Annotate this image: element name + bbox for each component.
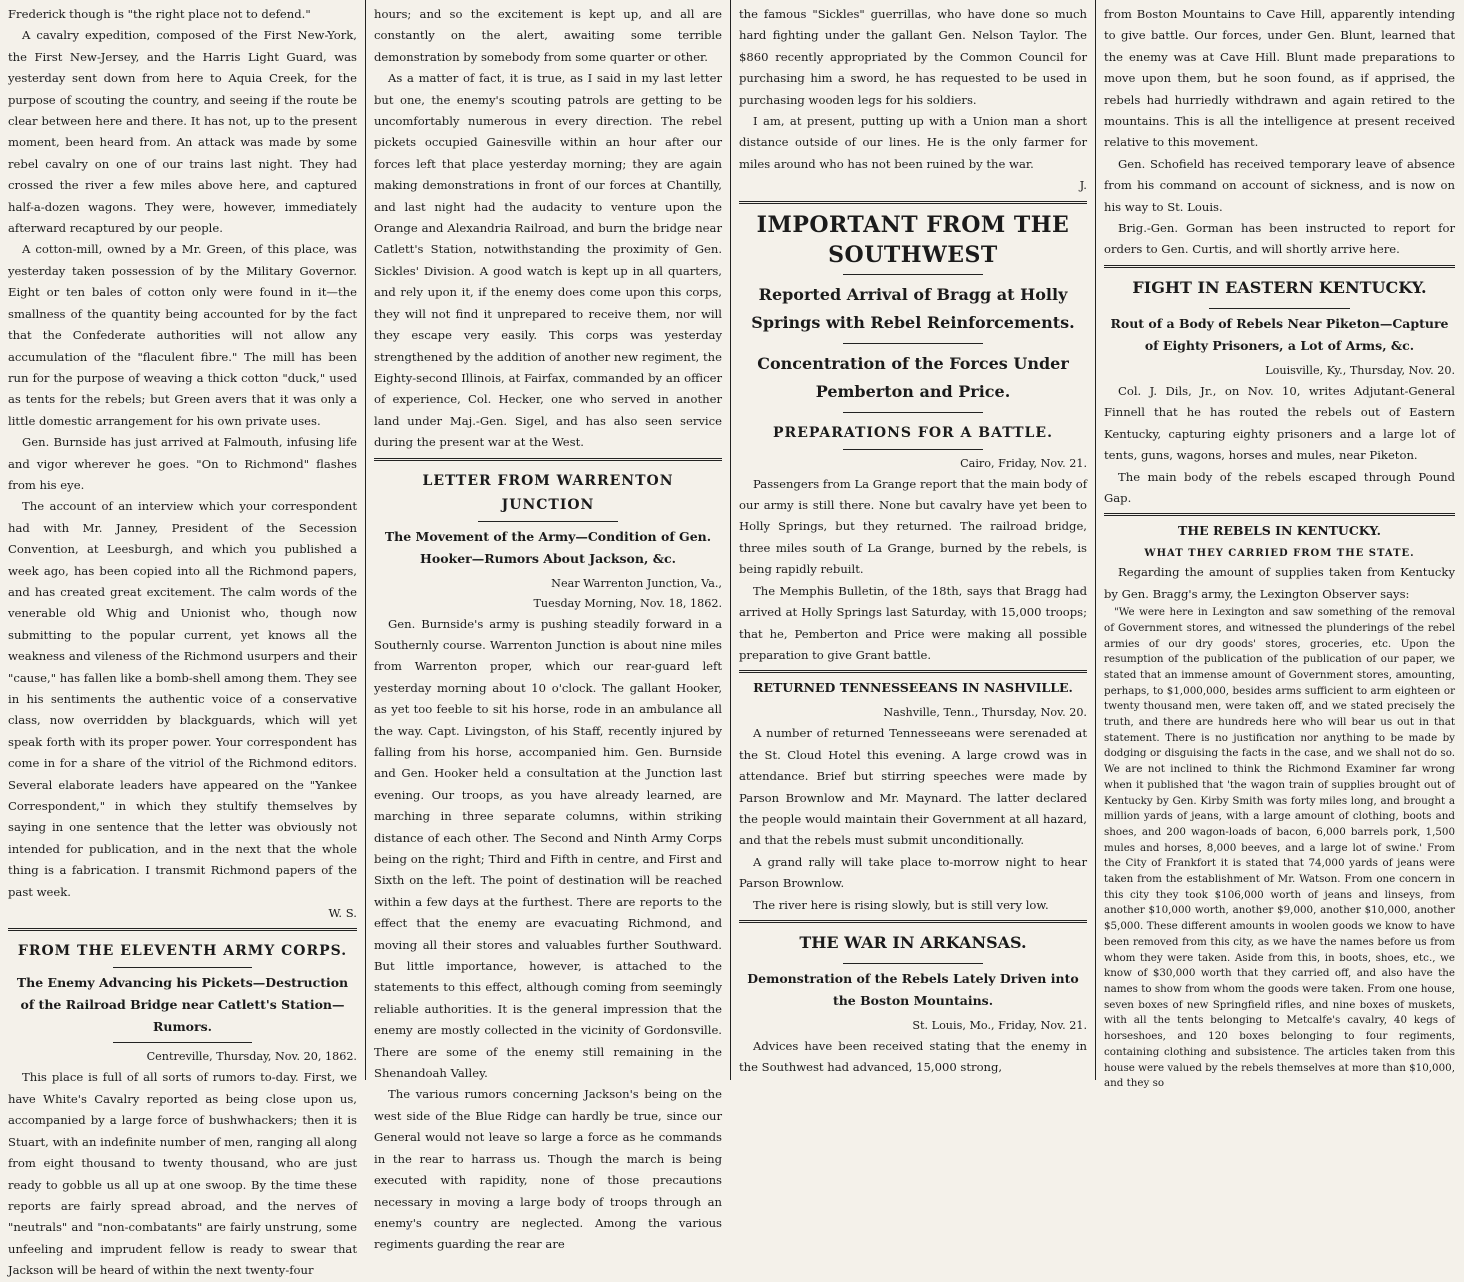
dateline: Nashville, Tenn., Thursday, Nov. 20. <box>883 706 1087 720</box>
signature: W. S. <box>328 906 357 921</box>
paragraph: the famous "Sickles" guerrillas, who have done so much hard fighting under the gallant Gen. Nelson Taylor. The $860 recently appropriated by the Common Council for purchasing him a sword, he has requested to be used in purchasing wooden legs for his soldiers. <box>739 7 1087 107</box>
divider <box>739 201 1087 204</box>
divider <box>374 458 722 461</box>
section-heading: FROM THE ELEVENTH ARMY CORPS. <box>17 943 348 960</box>
divider <box>113 1042 253 1043</box>
section-heading: RETURNED TENNESSEEANS IN NASHVILLE. <box>753 680 1073 696</box>
divider <box>8 928 357 931</box>
divider <box>843 449 982 450</box>
paragraph: I am, at present, putting up with a Union man a short distance outside of our lines. He is the only farmer for miles around who has not been ruined by the war. <box>739 114 1087 171</box>
signature: J. <box>1079 178 1087 193</box>
dateline: Louisville, Ky., Thursday, Nov. 20. <box>1265 363 1455 377</box>
paragraph: A cotton-mill, owned by a Mr. Green, of this place, was yesterday taken possession of by the Military Governor. Eight or ten bales of cotton only were found in it—the smallness of the quantity being accounted for by the fact that the Confederate authorities will not allow any accumulation of the "flaculent fibre." The mill has been run for the purpose of weaving a thick cotton "duck," used as tents for the rebels; but Green avers that it was only a little domestic arrangement for his own private uses. <box>8 242 357 428</box>
paragraph: The various rumors concerning Jackson's being on the west side of the Blue Ridge can hardly be true, since our General would not leave so large a force as he commands in the rear to harrass us. Though the march is being executed with rapidity, none of those precautions necessary in moving a large body of troops through an enemy's country are neglected. Among the various regiments guarding the rear are <box>374 1087 722 1252</box>
paragraph: Frederick though is "the right place not to defend." <box>8 7 311 21</box>
divider <box>1104 265 1455 268</box>
section-subheading: Reported Arrival of Bragg at Holly Springs with Rebel Reinforcements. <box>751 284 1075 332</box>
divider <box>739 920 1087 923</box>
paragraph: Advices have been received stating that the enemy in the Southwest had advanced, 15,000 strong, <box>739 1038 1087 1075</box>
section-subheading: The Enemy Advancing his Pickets—Destruction of the Railroad Bridge near Catlett's Station—Rumors. <box>16 975 349 1035</box>
section-heading: THE REBELS IN KENTUCKY. <box>1178 523 1381 539</box>
paragraph: Regarding the amount of supplies taken from Kentucky by Gen. Bragg's army, the Lexington Observer says: <box>1104 565 1455 601</box>
dateline: Centreville, Thursday, Nov. 20, 1862. <box>146 1050 357 1064</box>
paragraph: Passengers from La Grange report that the main body of our army is still there. None but cavalry have yet been to Holly Springs, but they returned. The railroad bridge, three miles south of La Grange, burned by the rebels, is being rapidly rebuilt. <box>739 476 1087 577</box>
section-subheading: Concentration of the Forces Under Pemberton and Price. <box>757 353 1069 401</box>
column-2 <box>366 0 730 1252</box>
section-subheading: Rout of a Body of Rebels Near Piketon—Capture of Eighty Prisoners, a Lot of Arms, &c. <box>1110 315 1449 353</box>
paragraph: Brig.-Gen. Gorman has been instructed to report for orders to Gen. Curtis, and will shortly arrive here. <box>1104 221 1455 257</box>
paragraph: hours; and so the excitement is kept up, and all are constantly on the alert, awaiting some terrible demonstration by somebody from some quarter or other. <box>374 7 722 64</box>
section-subheading: The Movement of the Army—Condition of Gen. Hooker—Rumors About Jackson, &c. <box>384 528 712 566</box>
section-subheading: PREPARATIONS FOR A BATTLE. <box>773 424 1053 441</box>
section-subheading: WHAT THEY CARRIED FROM THE STATE. <box>1144 548 1415 560</box>
divider <box>843 412 982 413</box>
section-heading: IMPORTANT FROM THE SOUTHWEST <box>756 211 1070 268</box>
paragraph: This place is full of all sorts of rumors to-day. First, we have White's Cavalry reported as being close upon us, accompanied by a large force of bushwhackers; then it is Stuart, with an indefinite number of men, ranging all along from eight thousand to twenty thousand, who are just ready to gobble us all up at one swoop. By the time these reports are fairly spread abroad, and the nerves of "neutrals" and "non-combatants" are fairly unstrung, some unfeeling and imprudent fellow is ready to swear that Jackson will be heard of within the next twenty-four <box>8 1070 357 1278</box>
section-heading: LETTER FROM WARRENTON JUNCTION <box>422 472 674 513</box>
dateline: Tuesday Morning, Nov. 18, 1862. <box>533 596 722 610</box>
section-heading: FIGHT IN EASTERN KENTUCKY. <box>1132 277 1427 297</box>
paragraph: The account of an interview which your correspondent had with Mr. Janney, President of the Secession Convention, at Leesburgh, and which you published a week ago, has been copied into all the Richmond papers, and has created great excitement. The calm words of the venerable old Whig and Unionist who, though now submitting to the popular current, yet knows all the weakness and vileness of the Richmond usurpers and their "cause," has fallen like a bomb-shell among them. They see in his sentiments the authentic voice of a conservative class, now overridden by blackguards, which will yet speak forth with its proper power. Your correspondent has come in for a share of the vitriol of the Richmond editors. Several elaborate leaders have appeared on the "Yankee Correspondent," in which they stultify themselves by saying in one sentence that the letter was obviously not intended for publication, and in the next that the whole thing is a fabrication. I transmit Richmond papers of the past week. <box>8 499 357 899</box>
paragraph: The river here is rising slowly, but is still very low. <box>753 897 1049 912</box>
section-heading: THE WAR IN ARKANSAS. <box>799 932 1027 952</box>
paragraph: Gen. Schofield has received temporary leave of absence from his command on account of sickness, and is now on his way to St. Louis. <box>1104 156 1455 214</box>
dateline: St. Louis, Mo., Friday, Nov. 21. <box>912 1018 1087 1032</box>
paragraph: The Memphis Bulletin, of the 18th, says that Bragg had arrived at Holly Springs last Saturday, with 15,000 troops; that he, Pemberton and Price were making all possible preparation to give Grant battle. <box>739 583 1087 662</box>
paragraph: A grand rally will take place to-morrow night to hear Parson Brownlow. <box>739 854 1087 891</box>
paragraph: Gen. Burnside's army is pushing steadily forward in a Southernly course. Warrenton Junction is about nine miles from Warrenton proper, which our rear-guard left yesterday morning about 10 o'clock. The gallant Hooker, as yet too feeble to sit his horse, rode in an ambulance all the way. Capt. Livingston, of his Staff, recently injured by falling from his horse, accompanied him. Gen. Burnside and Gen. Hooker held a consultation at the Junction last evening. Our troops, as you have already learned, are marching in three separate columns, within striking distance of each other. The Second and Ninth Army Corps being on the right; Third and Fifth in centre, and First and Sixth on the left. The point of destination will be reached within a few days at the furthest. There are reports to the effect that the enemy are evacuating Richmond, and moving all their stores and valuables further Southward. But little importance, however, is attached to the statements to this effect, although coming from seemingly reliable authorities. It is the general impression that the enemy are mostly collected in the vicinity of Gordonsville. There are some of the enemy still remaining in the Shenandoah Valley. <box>374 616 722 1081</box>
paragraph: "We were here in Lexington and saw something of the removal of Government stores, and witnessed the plunderings of the rebel armies of our dry goods' stores, groceries, etc. Upon the resumption of the publication of the publication of our paper, we stated that an immense amount of Government stores, amounting, perhaps, to $1,000,000, besides arms sufficient to arm eighteen or twenty thousand men, were taken off, and we stated precisely the truth, and there are hundreds here who will bear us out in that statement. There is no justification nor anything to be made by dodging or disguising the facts in the case, and we shall not do so. We are not inclined to think the Richmond Examiner far wrong when it published that 'the wagon train of supplies brought out of Kentucky by Gen. Kirby Smith was forty miles long, and brought a million yards of jeans, with a large amount of clothing, boots and shoes, and 200 wagon-loads of bacon, 6,000 barrels pork, 1,500 mules and horses, 8,000 beeves, and a large lot of swine.' From the City of Frankfort it is stated that 74,000 yards of jeans were taken from the establishment of Mr. Watson. From one concern in this city they took $106,000 worth of jeans and linseys, from another $10,000 worth, another $9,000, another $10,000, another $5,000. These different amounts in woolen goods we know to have been removed from this city, as we have the names before us from whom they were taken. Aside from this, in boots, shoes, etc., we know of $30,000 worth that they carried off, and also have the names to show from whom the goods were taken. From one house, seven boxes of new Springfield rifles, and nine boxes of muskets, with all the tents belonging to Metcalfe's cavalry, 40 kegs of horseshoes, and 120 boxes belonging to four regiments, containing clothing and subsistence. The articles taken from this house were valued by the rebels themselves at more than $10,000, and they so <box>1104 606 1455 1090</box>
column-1 <box>0 0 365 1278</box>
quoted-block <box>1104 605 1455 1092</box>
paragraph: Gen. Burnside has just arrived at Falmouth, infusing life and vigor wherever he goes. "On to Richmond" flashes from his eye. <box>8 435 357 492</box>
divider <box>113 967 253 968</box>
divider <box>843 963 982 964</box>
divider <box>1104 513 1455 516</box>
divider <box>843 274 982 275</box>
column-4 <box>1096 0 1463 1090</box>
paragraph: from Boston Mountains to Cave Hill, apparently intending to give battle. Our forces, under Gen. Blunt, learned that the enemy was at Cave Hill. Blunt made preparations to move upon them, but he soon found, as if apprised, the rebels had hurriedly withdrawn and again retired to the mountains. This is all the intelligence at present received relative to this movement. <box>1104 7 1455 150</box>
divider <box>843 343 982 344</box>
divider <box>478 521 617 522</box>
paragraph: A cavalry expedition, composed of the First New-York, the First New-Jersey, and the Harris Light Guard, was yesterday sent down from here to Aquia Creek, for the purpose of scouting the country, and seeing if the route be clear between here and there. It has not, up to the present moment, been heard from. An attack was made by some rebel cavalry on one of our trains last night. They had crossed the river a few miles above here, and captured half-a-dozen wagons. They were, however, immediately afterward recaptured by our people. <box>8 28 357 236</box>
divider <box>739 670 1087 673</box>
divider <box>1209 308 1349 309</box>
dateline: Near Warrenton Junction, Va., <box>551 576 722 590</box>
paragraph: As a matter of fact, it is true, as I said in my last letter but one, the enemy's scouting patrols are getting to be uncomfortably numerous in every direction. The rebel pickets occupied Gainesville within an hour after our forces left that place yesterday morning; they are again making demonstrations in front of our forces at Chantilly, and last night had the audacity to venture upon the Orange and Alexandria Railroad, and burn the bridge near Catlett's Station, notwithstanding the proximity of Gen. Sickles' Division. A good watch is kept up in all quarters, and rely upon it, if the enemy does come upon this corps, they will not find it unprepared to receive them, nor will they escape very easily. This corps was yesterday strengthened by the addition of another new regiment, the Eighty-second Illinois, at Fairfax, commanded by an officer of experience, Col. Hecker, one who served in another land under Maj.-Gen. Sigel, and has also seen service during the present war at the West. <box>374 71 722 450</box>
column-3 <box>731 0 1095 1080</box>
paragraph: Col. J. Dils, Jr., on Nov. 10, writes Adjutant-General Finnell that he has routed the rebels out of Eastern Kentucky, capturing eighty prisoners and a large lot of tents, guns, wagons, horses and mules, near Piketon. <box>1104 383 1455 463</box>
dateline: Cairo, Friday, Nov. 21. <box>960 456 1087 470</box>
section-subheading: Demonstration of the Rebels Lately Driven into the Boston Mountains. <box>747 970 1079 1008</box>
paragraph: The main body of the rebels escaped through Pound Gap. <box>1104 469 1455 505</box>
paragraph: A number of returned Tennesseeans were serenaded at the St. Cloud Hotel this evening. A large crowd was in attendance. Brief but stirring speeches were made by Parson Brownlow and Mr. Maynard. The latter declared the people would maintain their Government at all hazard, and that the rebels must submit unconditionally. <box>739 726 1087 848</box>
